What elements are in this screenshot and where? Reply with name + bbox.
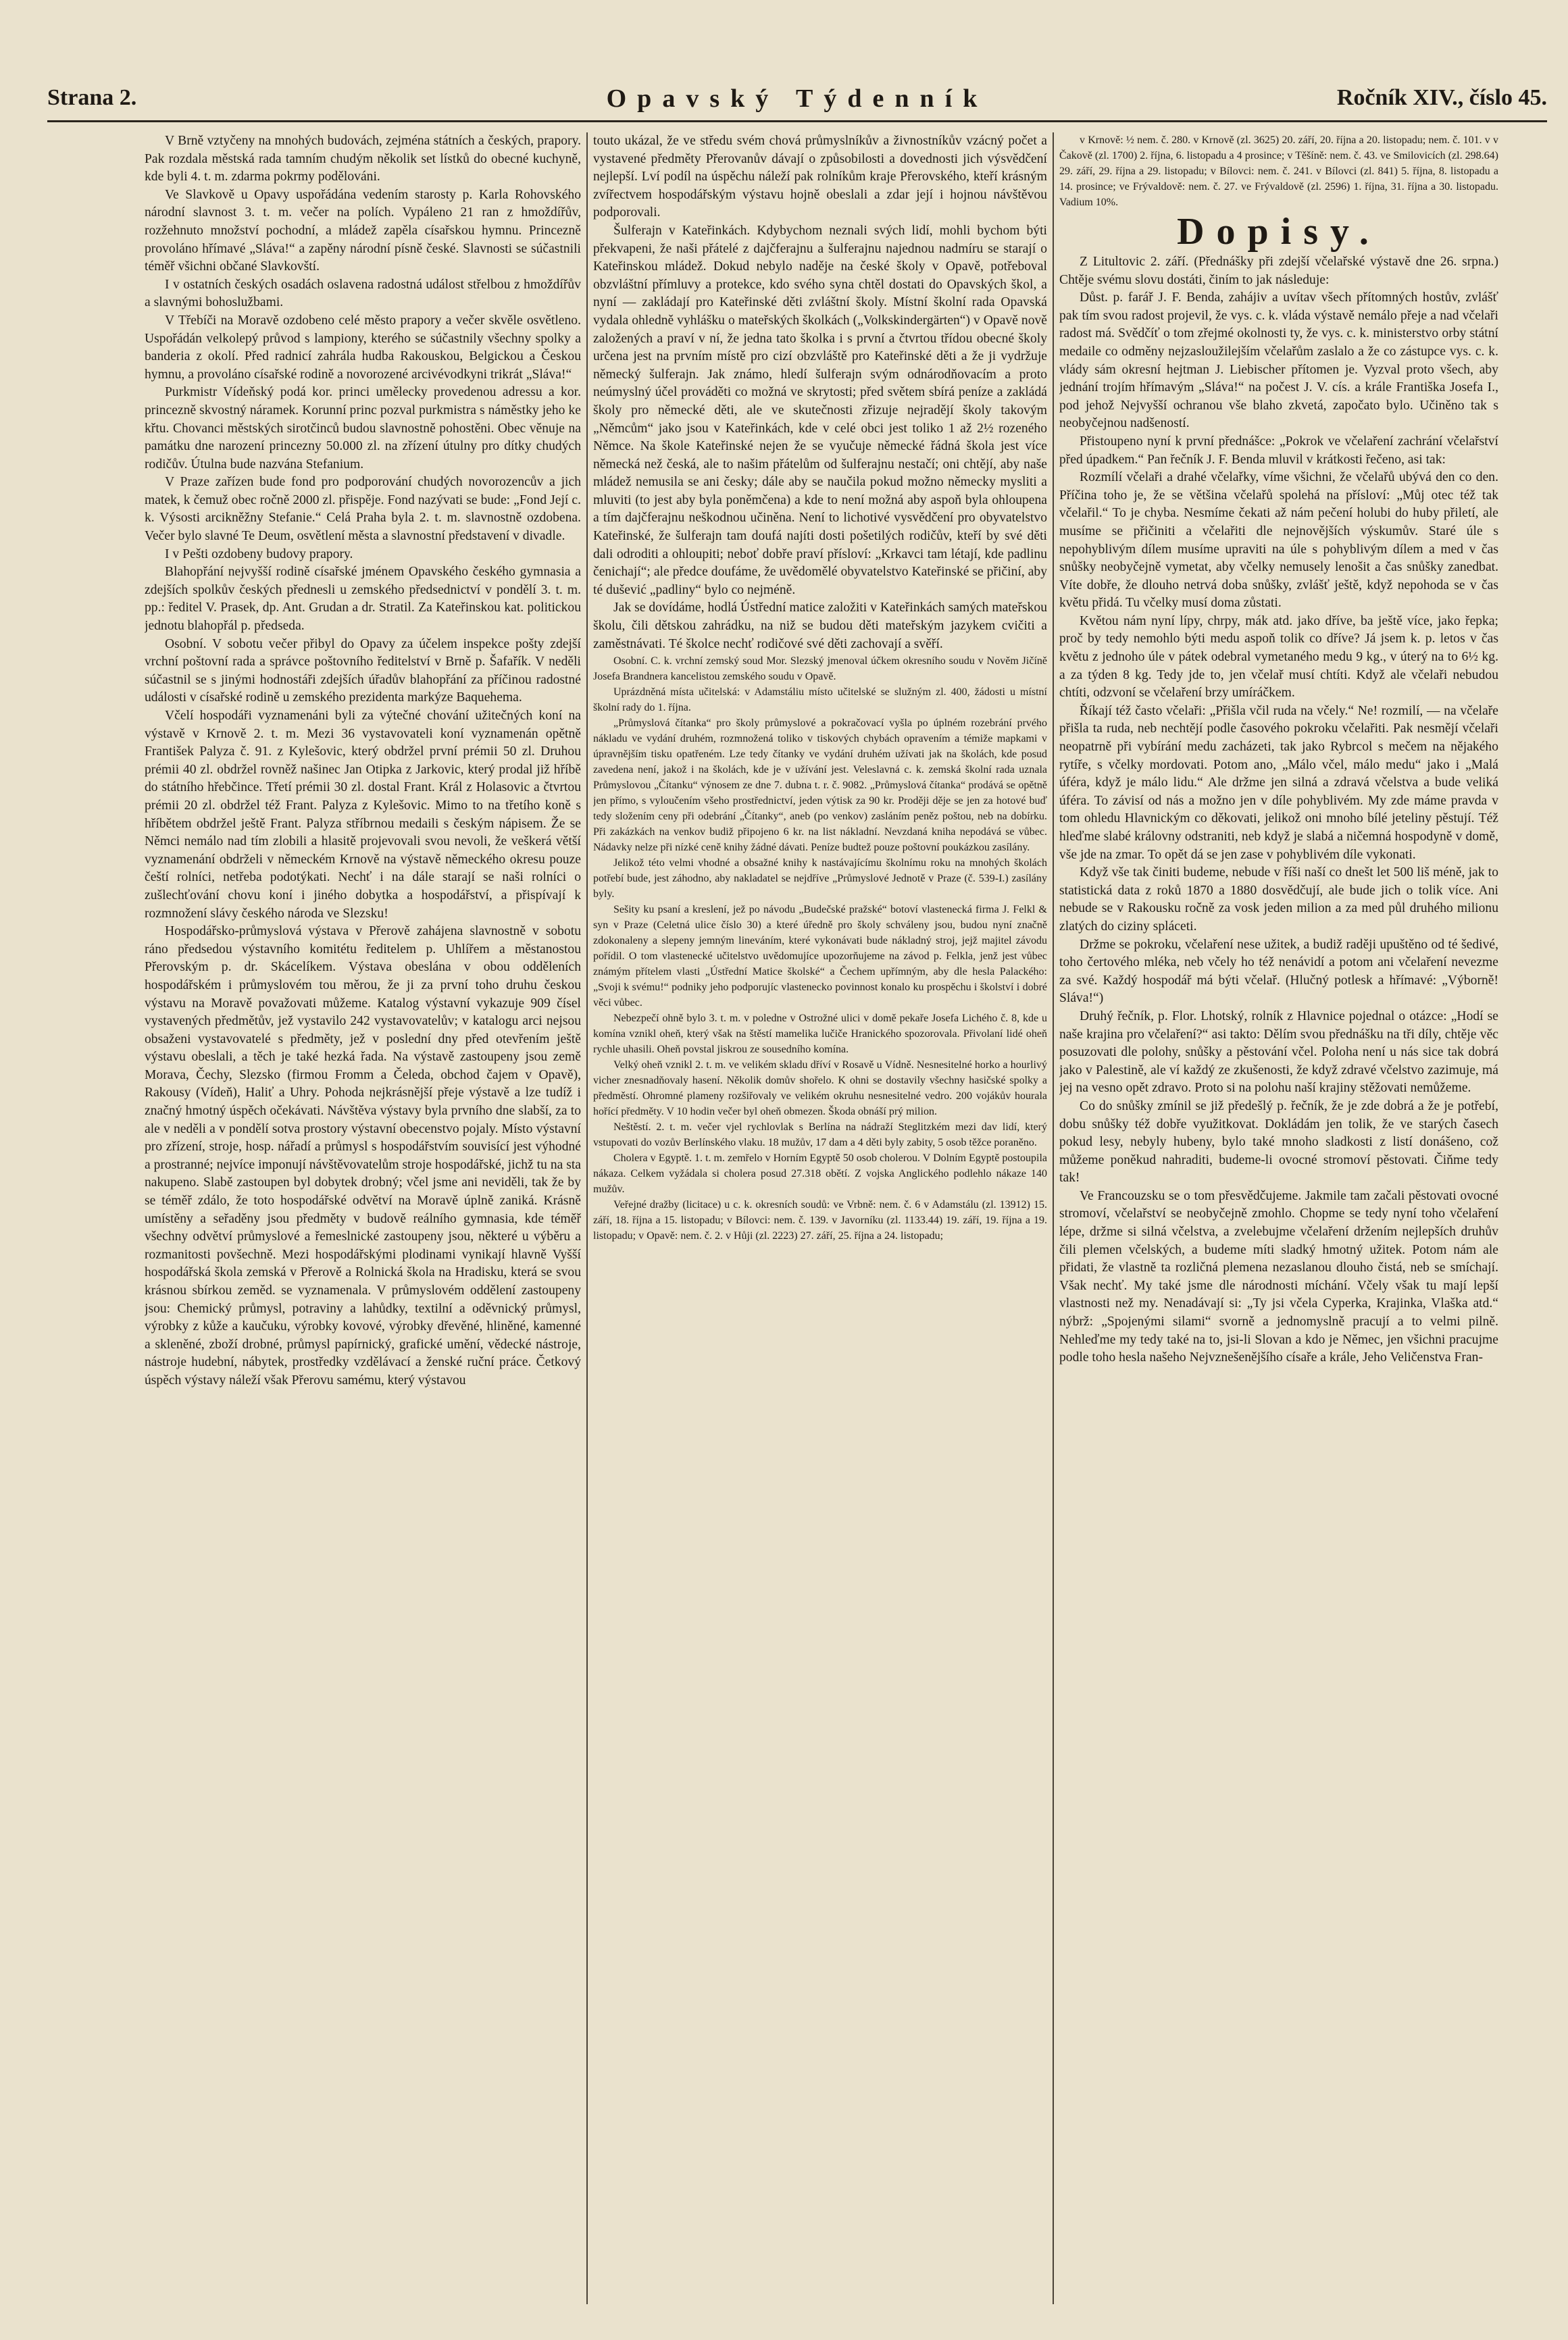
article-paragraph: Jak se dovídáme, hodlá Ústřední matice založiti v Kateřinkách samých mateřskou školu, čili dětskou zahrádku, na niž se budou děti mateřským jazykem cvičiti a zaměstnávati. Té školce nechť rodičové své děti zachovají a svěří.: [593, 601, 1047, 651]
issue-number: Ročník XIV., číslo 45.: [1336, 85, 1547, 110]
section-heading: Dopisy.: [1177, 211, 1381, 253]
article-paragraph: Purkmistr Vídeňský podá kor. princi umělecky provedenou adressu a kor. princezně skvostný náramek. Korunní princ pozval purkmistra s náměstky jeho ke křtu. Chovanci městských sirotčinců budou slavnostně pohostěni. Obec věnuje na památku dne narození princezny 50.000 zl. na zřízení útulny pro dítky chudých rodičův. Útulna bude nazvána Stefanium.: [145, 385, 581, 472]
news-item: Osobní. C. k. vrchní zemský soud Mor. Slezský jmenoval účkem okresního soudu v Nověm Jičíně Josefa Brandnera kancelistou zemského soudu v Opavě.: [593, 655, 1047, 683]
article-paragraph: Ve Francouzsku se o tom přesvědčujeme. Jakmile tam začali pěstovati ovocné stromoví, včelařství se neobyčejně zmohlo. Chopme se tedy nyní toho včelaření lépe, držme si silná včelstva, a zvelebujme včelaření držením nejlepších druhův čili plemen včelských, a budeme míti sladký hmotný užitek. Potom nám ale přidati, že vlastně ta rozličná plemena nezaslanou dlouho čistá, neb se smíchají. Však nechť. My také jsme dle národnosti míchání. Včely však tu mají lepší vlastnosti než my. Nenadávají si: „Ty jsi včela Cyperka, Krajinka, Vlaška atd.“ nýbrž: „Spojenými silami“ svorně a jednomyslně pracují a to velmi pilně. Nehleďme my tedy také na to, jsi-li Slovan a kdo je Němec, jen všichni pracujme podle toho hesla našeho Nejvznešenějšího císaře a krále, Jeho Veličenstva Fran-: [1059, 1188, 1498, 1365]
news-item: Nebezpečí ohně bylo 3. t. m. v poledne v Ostrožné ulici v domě pekaře Josefa Lichého č. 8, kde u komína vznikl oheň, který však na štěstí mamelika lučiče Hranického spozorovala. Přivolaní lidé oheň rychle uhasili. Oheň povstal jiskrou ze sousedního komína.: [593, 1013, 1047, 1056]
article-paragraph: V Brně vztyčeny na mnohých budovách, zejména státních a českých, prapory. Pak rozdala městská rada tamním chudým několik set lístků do obecné kuchyně, kde byli 4. t. m. zdarma pokrmy podělováni.: [145, 134, 581, 184]
masthead-title: Opavský Týdenník: [606, 84, 988, 113]
article-paragraph: V Praze zařízen bude fond pro podporování chudých novorozencův a jich matek, k čemuž obec ročně 2000 zl. přispěje. Fond nazývati se bude: „Fond Její c. k. Výsosti arcikněžny Stefanie.“ Celá Praha byla 2. t. m. slavnostně ozdobena. Večer bylo slavné Te Deum, osvětlení města a slavnostní představení v divadle.: [145, 475, 581, 544]
news-item: Sešity ku psaní a kreslení, jež po návodu „Budečské pražské“ botoví vlastenecká firma J. Felkl & syn v Praze (Celetná ulice číslo 30) a které úředně pro školy schváleny jsou, budou nyní značně zdokonaleny a slepeny jemným lineváním, které vykonávati bude nákladný stroj, jejž majitel závodu pořídil. O tom vlastenecké učitelstvo uvědomujíce upozorňujeme na závod p. Felkla, jenž jest vůbec známým přítelem vlasti „Ústřední Matice školské“ a Čechem upřímným, aby dle hesla Palackého: „Svoji k svému!“ podniky jeho podporujíc vlastenecko povinnost konalo ku prospěchu i školství i dobré věci vůbec.: [593, 904, 1047, 1009]
article-paragraph: touto ukázal, že ve středu svém chová průmyslníkův a živnostníkův vzácný počet a vystavené předměty Přerovanův dávají o způsobilosti a dovednosti jich výsvědčení nejlepší. Lví podíl na úspěchu náleží pak rolníkům kraje Přerovského, kteří krásným zvířectvem hospodářským výstavu hojně obeslali a zdar její i hojnou návštěvou podporovali.: [593, 134, 1047, 220]
article-paragraph: Z Litultovic 2. září. (Přednášky při zdejší včelařské výstavě dne 26. srpna.) Chtěje svému slovu dostáti, činím to jak následuje:: [1059, 255, 1498, 287]
news-item: Uprázdněná místa učitelská: v Adamstáliu místo učitelské se služným zl. 400, žádosti u místní školní rady do 1. října.: [593, 686, 1047, 714]
page-label: Strana 2.: [47, 85, 137, 110]
news-item: Velký oheň vznikl 2. t. m. ve velikém skladu dříví v Rosavě u Vídně. Nesnesitelné horko a hourlivý vicher znesnadňovaly hasení. Několik domův shořelo. K ohni se dostavily všechny hasičské spolky a předměstí. Ohromné plameny rozšiřovaly ve velikém okruhu nesnesitelné vedro. 200 vojákův hourala hořící předměty. V 10 hodin večer byl oheň obmezen. Škoda obnáší prý milion.: [593, 1059, 1047, 1118]
article-paragraph: Držme se pokroku, včelaření nese užitek, a budiž raději upuštěno od té šedivé, toho čertového mléka, neb včely ho též nenávidí a potom ani včelaření nevezme za své. Každý hospodář má býti včelař. (Hlučný potlesk a hřímavé: „Výborně! Sláva!“): [1059, 937, 1498, 1006]
news-item: Cholera v Egyptě. 1. t. m. zemřelo v Horním Egyptě 50 osob cholerou. V Dolním Egyptě postoupila nákaza. Celkem vyžádala si cholera posud 27.318 obětí. Z vojska Anglického podlehlo nákaze 140 mužův.: [593, 1152, 1047, 1196]
article-paragraph: V Třebíči na Moravě ozdobeno celé město prapory a večer skvěle osvětleno. Uspořádán velkolepý průvod s lampiony, kterého se súčastnily všechny spolky a banderia z okolí. Před radnicí zahrála hudba Rakouskou, Belgickou a Českou hymnu, a provoláno císařské rodině a novorozené arcivévodkyni trikrát „Sláva!“: [145, 313, 581, 382]
article-paragraph: Šulferajn v Kateřinkách. Kdybychom neznali svých lidí, mohli bychom býti překvapeni, že naši přátelé z dajčferajnu a šulferajnu najednou nadmíru se starají o Kateřinskou mládež. Dokud nebylo naděje na české školy v Opavě, potřeboval obzvláštní přímluvy a protekce, kdo svého syna chtěl dostati do Opavských škol, a nyní — zakládají pro Kateřinské děti zvláštní školy. Místní školní rada Opavská vydala ohledně vyhlášku o mateřských školkách („Volkskindergärten“) v Opavě nově založených a praví v ní, že jedna tato školka i s první a čtvrtou třídou obecné školy určena jest na prvním místě pro cizí obzvláště pro Kateřinské děti a že ji vydržuje německý šulferajn. Jak známo, hledí šulferajn svým odnárodňovacím a proto neúmyslný účel prováděti co možná ve skrytosti; před světem sbírá peníze a zakládá školy pro německé děti, ale ve skutečnosti zřizuje nejradějí školy takovým „Němcům“ jako jsou v Kateřinkách, kde v celé obci jest toliko 1 až 2½ rozeného Němce. Na škole Kateřinské nejen že se vyučuje německé řádná škola jest více německá než česká, ale to našim přátelům od šulferajnu nestačí; oni chtějí, aby naše mládež nemusila se ani česky; dále aby se naučila pokud možno německy mysliti a mluviti (to jest aby byla poněmčena) a kde to není možná aby aspoň byla ohloupena a tím dajčferajnu neškodnou učiněna. Není to lichotivé vysvědčení pro obyvatelstvo Kateřinské, že šulferajn tam doufá najíti dosti pošetilých rodičův, kteří by své děti dali odroditi a ohloupiti; neboť dobře praví přísloví: „Krkavci tam létají, kde padlinu čenichají“; ale předce doufáme, že uvědomělé obyvatelstvo Kateřinské se přičiní, aby té dušević „padliny“ bylo co nejméně.: [593, 223, 1047, 597]
article-paragraph: Co do snůšky zmínil se již předešlý p. řečník, že je zde dobrá a že je potřebí, dobu snůšky též dobře využitkovat. Dokládám jen tolik, že ve starých časech pokud lesy, nebyly hubeny, bylo také mnoho sladkosti z listí donášeno, což můžeme poněkud nahraditi, budeme-li ovocné stromoví pěstovati. Čiňme tedy tak!: [1059, 1098, 1498, 1186]
article-paragraph: Přistoupeno nyní k první přednášce: „Pokrok ve včelaření zachrání včelařství před úpadkem.“ Pan řečník J. F. Benda mluvil v krátkosti řečeno, asi tak:: [1059, 434, 1498, 467]
article-paragraph: Blahopřání nejvyšší rodině císařské jménem Opavského českého gymnasia a zdejších spolkův českých přednesli u zemského předsednictví v pondělí 3. t. m. pp.: ředitel V. Prasek, dp. Ant. Grudan a dr. Stratil. Za Kateřinskou kat. politickou jednotu blahopřál p. předseda.: [145, 565, 581, 634]
column-divider: [1053, 132, 1054, 2304]
column-divider: [586, 132, 588, 2304]
article-paragraph: I v ostatních českých osadách oslavena radostná událost střelbou z hmoždířův a slavnými bohoslužbami.: [145, 277, 581, 310]
article-paragraph: Hospodářsko-průmyslová výstava v Přerově zahájena slavnostně v sobotu ráno předsedou výstavního komitétu ředitelem p. Uhlířem a městanostou Přerovským p. dr. Skácelíkem. Výstava obeslána v obou odděleních hospodářském i průmyslovém tou měrou, že ji za první toho druhu českou výstavu na Moravě považovati můžeme. Katalog výstavní vykazuje 909 čísel vystavených předmětův, jež vystavilo 242 vystavovatelův; v katalogu arci nejsou obsaženi vystavovatelé s předměty, jež v poslední dny před otevřením ještě výstavu obeslali, a těch je také hezká řada. Na výstavě zastoupeny jsou země Morava, Čechy, Slezsko (firmou Fromm a Čeleda, obchod čajem v Opavě), Rakousy (Vídeň), Haliť a Uhry. Pohoda nejkrásnější přeje výstavě a lze tudíž i značný hmotný úspěch očekávati. Návštěva výstavy byla prvního dne slabší, za to ale v neděli a v pondělí sotva prostory výstavní obecenstvo pojaly. Místo výstavní pro zřízení, stroje, hosp. nářadí a průmysl s hospodářstvím souvisící jest výhodné a prostranné; nejvíce imponují návštěvovatelům stroje hospodářské, jichž tu na sta nakupeno. Slabě zastoupen byl dobytek drobný; včel jsme ani neviděli, tak že by se téměř zdálo, že toto hospodářské odvětví na Moravě úplně zaniká. Krásně umístěny a seřaděny jsou předměty v budově reálního gymnasia, kde téměř všechny odvětví průmyslové a řemeslnické zastoupeny jsou, některé u výběru a rozmanitosti povšechně. Mezi hospodářskými plodinami vynikají hlavně Vyšší hospodářská škola zemská v Přerově a Rolnická škola na Hradisku, která se svou krásnou sbírkou zeměd. se vyznamenala. V průmyslovém oddělení zastoupeny jsou: Chemický průmysl, potraviny a lahůdky, textilní a oděvnický průmysl, výrobky z kůže a kaučuku, výrobky kovové, výrobky dřevěné, hliněné, kamenné a skleněné, zboží drobné, průmysl papírnický, grafické umění, vědecké nástroje, nástroje hudební, nábytek, prostředky vzdělávací a ženské ruční práce. Četkový úspěch výstavy náleží však Přerovu samému, který výstavou: [145, 924, 581, 1388]
article-paragraph: I v Pešti ozdobeny budovy prapory.: [165, 546, 353, 561]
article-paragraph: Ve Slavkově u Opavy uspořádána vedením starosty p. Karla Rohovského národní slavnost 3. t. m. večer na polích. Vypáleno 21 ran z hmoždířův, rozžehnuto množství pochodní, a mládež zapěla císařskou hymnu. Princezně provoláno hřímavé „Sláva!“ a zapěny národní písně české. Slavnosti se súčastnili téměř všichni občané Slavkovští.: [145, 187, 581, 274]
article-paragraph: Když vše tak činiti budeme, nebude v říši naší co dnešt let 500 liš méně, jak to statistická data z roků 1870 a 1880 dosvědčují, ale bude jich o tolik více. Ani nebude se v Rakousku ročně za vosk jeden milion a za med půl druhého milionu zlatých do ciziny spláceti.: [1059, 865, 1498, 934]
news-item: Jelikož této velmi vhodné a obsažné knihy k nastávajícímu školnímu roku na mnohých školách potřebí bude, jest záhodno, aby nakladatel se nejdříve „Průmyslové Jednotě v Praze (č. 539-I.) zasílány byly.: [593, 857, 1047, 900]
news-item: „Průmyslová čítanka“ pro školy průmyslové a pokračovací vyšla po úplném rozebrání prvého nákladu ve vydání druhém, rozmnožená toliko v tiskových chybách opravením a témiže mapkami v úpravnějším tisku opatřeném. Lze tedy čítanky ve vydání druhém užívati jak na školách, kde posud zavedena není, jakož i na školách, kde je v užívání jest. Veleslavná c. k. zemská školní rada uznala Průmyslovou „Čítanku“ výnosem ze dne 7. dubna t. r. č. 9082. „Průmyslová čítanka“ prodává se opětně jen přímo, s vyloučením všeho prostřednictví, jeden výtisk za 90 kr. Proději děje se jen za hotové buď tedy složením ceny při odebrání „Čítanky“, aneb (po venkov) zasláním peněz poštou, neb na dobírku. Při zakázkách na venkov budiž připojeno 6 kr. na list nákladní. Nevzdaná kniha nepodává se vůbec. Nádavky nelze při nízké ceně knihy žádné dávati. Peníze budtež pouze poštovní poukázkou zasílány.: [593, 717, 1047, 854]
article-paragraph: Říkají též často včelaři: „Přišla včil ruda na včely.“ Ne! rozmilí, — na včelaře přišla ta ruda, neb nechtějí podle časového pokroku včelařiti. Pak nesmějí včelaři neopatrně při vybírání medu zacházeti, tak jako Rybrcol s mečem na nějakého rytíře, s včelky mordovati. Potom ano, „Málo včel, málo medu“ jako i „Malá úféra, když je málo lidu.“ Ale držme jen silná a zdravá včelstva a bude veliká úféra. To závisí od nás a možno jen v díle pohyblivém. My zde máme pravda v tom ohledu Hlavnickým co děkovati, jelikož oni mnoho bílé jeteliny pěstují. Též hleďme slabé královny odstraniti, neb když je slabá a ničemná hospodyně v domě, vše jde na zmar. To opět dá se jen zase v pohyblivém díle vykonati.: [1059, 703, 1498, 862]
article-paragraph: Důst. p. farář J. F. Benda, zahájiv a uvítav všech přítomných hostův, zvlášť pak tím svou radost projevil, že vys. c. k. vláda výstavě nemálo přeje a nad včelaři radost má. Svědčíť o tom zřejmé okolnosti ty, že vys. c. k. ministerstvo orby státní medaile co odměny nejzasloužilejším včelařům zaslalo a že co zástupce vys. c. k. vlády sám okresní hejtman J. Liebischer přítomen je. Vyzval proto všech, aby jednání trojím hřímavým „Sláva!“ na počest J. V. cís. a krále Františka Josefa I., pod jehož Nejvyšší ochranou vše blaho zkvetá, započato bylo. Učiněno tak s neobyčejnou nadšeností.: [1059, 290, 1498, 431]
news-item: Neštěstí. 2. t. m. večer vjel rychlovlak s Berlína na nádraží Steglitzkém mezi dav lidí, který vstupovati do vozův Berlínského vlaku. 18 mužův, 17 dam a 4 děti byly zabity, 5 osob těžce poraněno.: [593, 1121, 1047, 1149]
news-item: v Krnově: ½ nem. č. 280. v Krnově (zl. 3625) 20. září, 20. října a 20. listopadu; nem. č. 101. v v Čakově (zl. 1700) 2. října, 6. listopadu a 4 prosince; v Těšíně: nem. č. 43. ve Smilovicích (zl. 298.64) 29. září, 29. října a 29. listopadu; v Bílovci: nem. č. 241. v Bílovci (zl. 841) 5. října, 8. listopadu a 14. prosince; ve Frývaldově: nem. č. 27. ve Frývaldově (zl. 2596) 1. října, 31. října a 30. listopadu. Vadium 10%.: [1059, 134, 1498, 208]
article-paragraph: Druhý řečník, p. Flor. Lhotský, rolník z Hlavnice pojednal o otázce: „Hodí se naše krajina pro včelaření?“ asi takto: Dělím svou přednášku na tři díly, chtěje věc posuzovati dle polohy, snůšky a pěstování včel. Poloha není u nás sice tak dobrá jako v Palestině, ale ví každý ze zkušenosti, že když zdravé včelstvo zazimuje, má jej na vesno opět zdravo. Proto si na polohu naší krajiny stěžovati nemůžeme.: [1059, 1009, 1498, 1096]
news-item: Veřejné dražby (licitace) u c. k. okresních soudů: ve Vrbně: nem. č. 6 v Adamstálu (zl. 13912) 15. září, 18. října a 15. listopadu; v Bílovci: nem. č. 139. v Javorníku (zl. 1133.44) 19. září, 19. října a 19. listopadu; v Opavě: nem. č. 2. v Hůji (zl. 2223) 27. září, 25. října a 24. listopadu;: [593, 1199, 1047, 1242]
column-2: [593, 132, 1047, 2308]
column-1: [145, 132, 581, 2308]
column-3: [1059, 132, 1498, 2308]
page-header: [47, 80, 1547, 122]
article-paragraph: Osobní. V sobotu večer přibyl do Opavy za účelem inspekce pošty zdejší vrchní poštovní rada a správce poštovního ředitelství v Brně p. Šafařík. V neděli súčastnil se s jinými hodnostáři zdejších úřadův blahopřání za příčinou radostné události v císařské rodině u zemského prezidenta markýze Baquehema.: [145, 636, 581, 705]
article-paragraph: Rozmílí včelaři a drahé včelařky, víme všichni, že včelařů ubývá den co den. Příčina toho je, že se většina včelařů spolehá na přísloví: „Můj otec též tak včelařil.“ To je chyba. Nesmíme čekati až nám pečení holubi do huby přiletí, ale musíme se přičiniti a včelařiti dle nejnovějších výskumův. Staré úle s nepohyblivým dílem musíme upraviti na úle s pohyblivým dílem a med v čas snůšky neobyčejně vymetat, aby včelky nemusely lenošit a čas snůšky zanedbat. Víte dobře, že dlouho netrvá doba snůšky, zvlášť ještě, když nepohoda se v čas květu přidá. Tu včelky musí doma zůstati.: [1059, 470, 1498, 611]
article-paragraph: Včelí hospodáři vyznamenáni byli za výtečné chování užitečných koní na výstavě v Krnově 2. t. m. Mezi 36 vystavovateli koní vyznamenán opětně František Palyza č. 91. z Kylešovic, který obdržel první prémii 50 zl. Druhou prémii 40 zl. obdržel rovněž našinec Jan Otipka z Jarkovic, který prodal již hříbě do státního hřebčince. Třetí prémii 30 zl. dostal Frant. Král z Holasovic a čtvrtou prémii 20 zl. obdržel též Frant. Palyza z Kylešovic. Mimo to na třetího koně s hříbětem obdržel ještě Frant. Palyza stříbrnou medaili s českým nápisem. Že se Němci nemálo nad tím zlobili a hlasitě projevovali svou nevoli, že veškerá větší vyznamenání obdrželi v německém Krnově na výstavě německého okresu pouze čeští rolníci, netřeba podotýkati. Nechť i na dále starají se naši rolníci o zušlechťování chovu koní i jiného dobytka a hospodářství, a přispívají k rozmnožení slávy českého národa ve Slezsku!: [145, 709, 581, 921]
article-paragraph: Květou nám nyní lípy, chrpy, mák atd. jako dříve, ba ještě více, jako řepka; proč by tedy nemohlo býti medu aspoň tolik co dříve? Já jsem k. p. letos v čas květu z jednoho úle v pátek odebral vymetaného medu 9 kg., v úterý na to 6½ kg. a za týden 8 kg. Tedy jde to, jen včelař musí chtíti. Když ale včelaři nebudou chtíti, odzvoní se včelaření brzy umíráčkem.: [1059, 613, 1498, 701]
